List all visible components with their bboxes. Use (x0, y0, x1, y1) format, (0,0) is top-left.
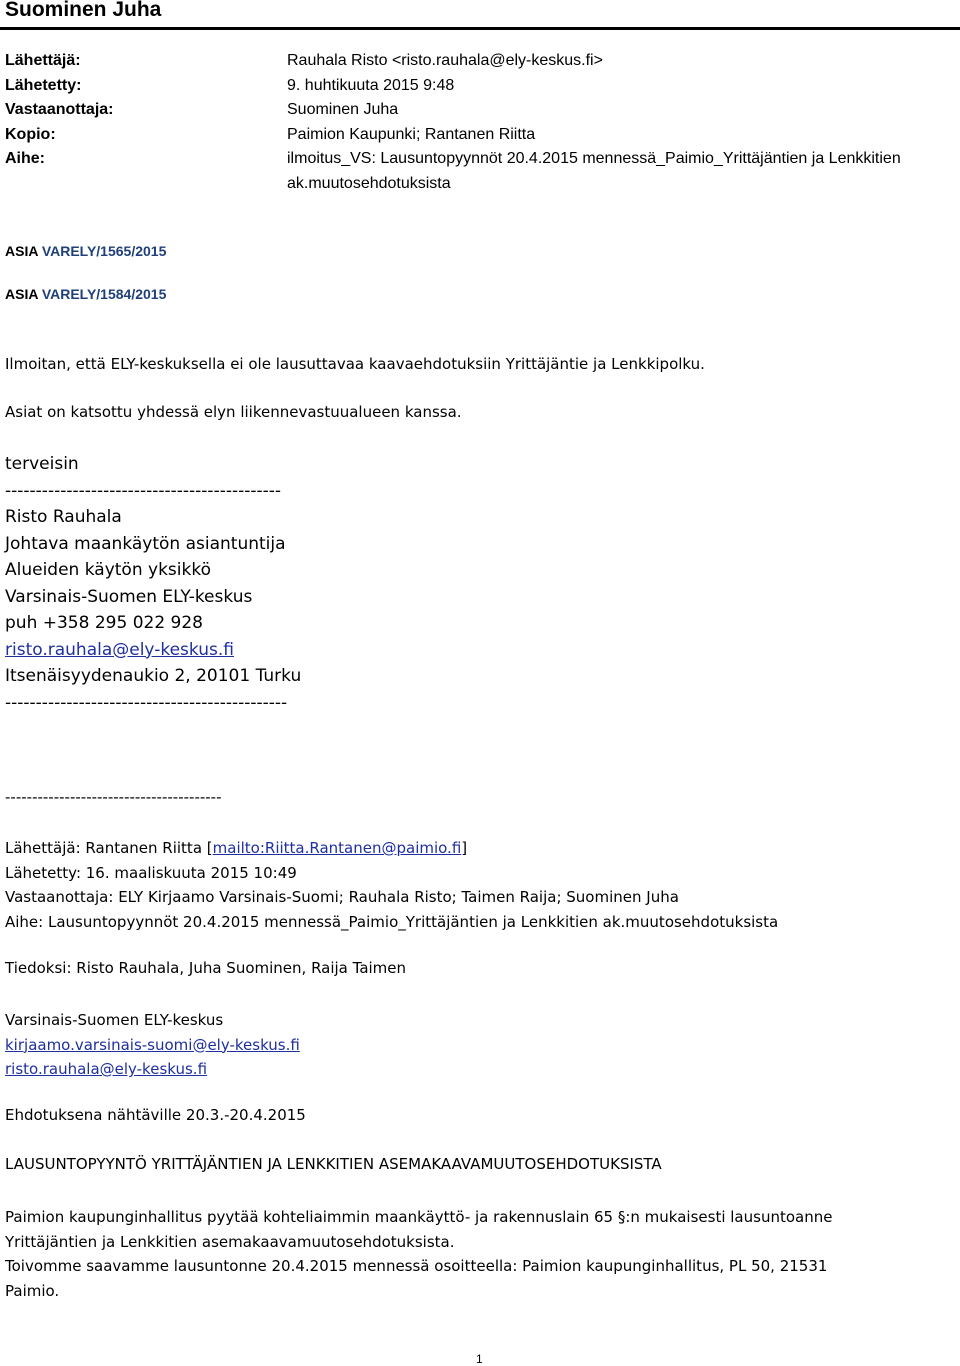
case-ref-link[interactable]: VARELY/1565/2015 (41, 243, 167, 259)
signature-phone: puh +358 295 022 928 (5, 613, 203, 633)
header-label: Kopio: (5, 125, 56, 143)
forwarded-subject: Aihe: Lausuntopyynnöt 20.4.2015 mennessä_Paimio_Yrittäjäntien ja Lenkkitien ak.muutosehdotuksista (5, 912, 779, 931)
header-label: Vastaanottaja: (5, 101, 114, 118)
forward-divider: ---------------------------------------- (5, 788, 222, 806)
case-reference (5, 243, 166, 259)
forwarded-from: Lähettäjä: Rantanen Riitta [mailto:Riitta.Rantanen@paimio.fi] (5, 839, 468, 857)
title-underline (0, 27, 960, 30)
message-paragraph: Ilmoitan, että ELY-keskuksella ei ole lausuttavaa kaavaehdotuksiin Yrittäjäntie ja Lenkkipolku. (5, 355, 705, 373)
message-paragraph: Asiat on katsottu yhdessä elyn liikennevastuualueen kanssa. (5, 403, 462, 421)
forwarded-to: Vastaanottaja: ELY Kirjaamo Varsinais-Suomi; Rauhala Risto; Taimen Raija; Suominen Juha (5, 888, 679, 906)
signature-role: Johtava maankäytön asiantuntija (5, 533, 286, 554)
recipient-email-link[interactable]: risto.rauhala@ely-keskus.fi (5, 1060, 208, 1078)
header-row-from (5, 49, 907, 74)
forwarded-from-link[interactable]: mailto:Riitta.Rantanen@paimio.fi (212, 839, 462, 857)
case-prefix: ASIA (5, 243, 38, 259)
header-value-sent: 9. huhtikuuta 2015 9:48 (287, 76, 455, 94)
header-row-sent (5, 74, 907, 99)
header-row-cc (5, 123, 907, 148)
case-ref-link[interactable]: VARELY/1584/2015 (41, 286, 167, 302)
forwarded-header (5, 836, 778, 934)
header-row-to (5, 98, 907, 123)
signature-name: Risto Rauhala (5, 507, 122, 527)
display-period: Ehdotuksena nähtäville 20.3.-20.4.2015 (5, 1106, 306, 1124)
header-label: Lähettäjä: (5, 52, 81, 69)
signature-block (5, 451, 301, 716)
recipient-email-link[interactable]: kirjaamo.varsinais-suomi@ely-keskus.fi (5, 1035, 300, 1054)
header-label: Aihe: (5, 150, 45, 167)
greeting: terveisin (5, 454, 79, 474)
request-paragraph: Paimion kaupunginhallitus pyytää kohteliaimmin maankäyttö- ja rakennuslain 65 §:n mukaisesti lausuntoanne Yrittäjäntien ja Lenkkitien asemakaavamuutosehdotuksista. Toivomme saavamme lausuntonne 20.4.2015 mennessä osoitteella: Paimion kaupunginhallitus, PL 50, 21531 Paimio. (5, 1208, 833, 1300)
case-reference (5, 286, 166, 302)
email-header (5, 49, 907, 196)
request-heading: LAUSUNTOPYYNTÖ YRITTÄJÄNTIEN JA LENKKITIEN ASEMAKAAVAMUUTOSEHDOTUKSISTA (5, 1155, 662, 1173)
page-number: 1 (476, 1352, 483, 1366)
header-value-to: Suominen Juha (287, 101, 399, 118)
recipient-org: Varsinais-Suomen ELY-keskus (5, 1011, 224, 1029)
header-value-from: Rauhala Risto <risto.rauhala@ely-keskus.fi> (287, 52, 603, 69)
divider: --------------------------------------------- (5, 480, 282, 501)
header-value-subject: ilmoitus_VS: Lausuntopyynnöt 20.4.2015 mennessä_Paimio_Yrittäjäntien ja Lenkkitien ak.muutosehdotuksista (287, 150, 901, 192)
divider: ---------------------------------------------- (5, 692, 288, 713)
signature-unit: Alueiden käytön yksikkö (5, 560, 211, 580)
page-title: Suominen Juha (5, 0, 162, 21)
case-prefix: ASIA (5, 286, 38, 302)
signature-email-link[interactable]: risto.rauhala@ely-keskus.fi (5, 639, 234, 660)
header-label: Lähetetty: (5, 76, 82, 94)
signature-address: Itsenäisyydenaukio 2, 20101 Turku (5, 666, 302, 686)
forwarded-sent: Lähetetty: 16. maaliskuuta 2015 10:49 (5, 863, 297, 882)
tiedoksi-line: Tiedoksi: Risto Rauhala, Juha Suominen, Raija Taimen (5, 959, 407, 977)
signature-org: Varsinais-Suomen ELY-keskus (5, 586, 253, 607)
recipient-block (5, 1008, 300, 1082)
header-value-cc: Paimion Kaupunki; Rantanen Riitta (287, 125, 536, 143)
header-row-subject (5, 147, 907, 196)
